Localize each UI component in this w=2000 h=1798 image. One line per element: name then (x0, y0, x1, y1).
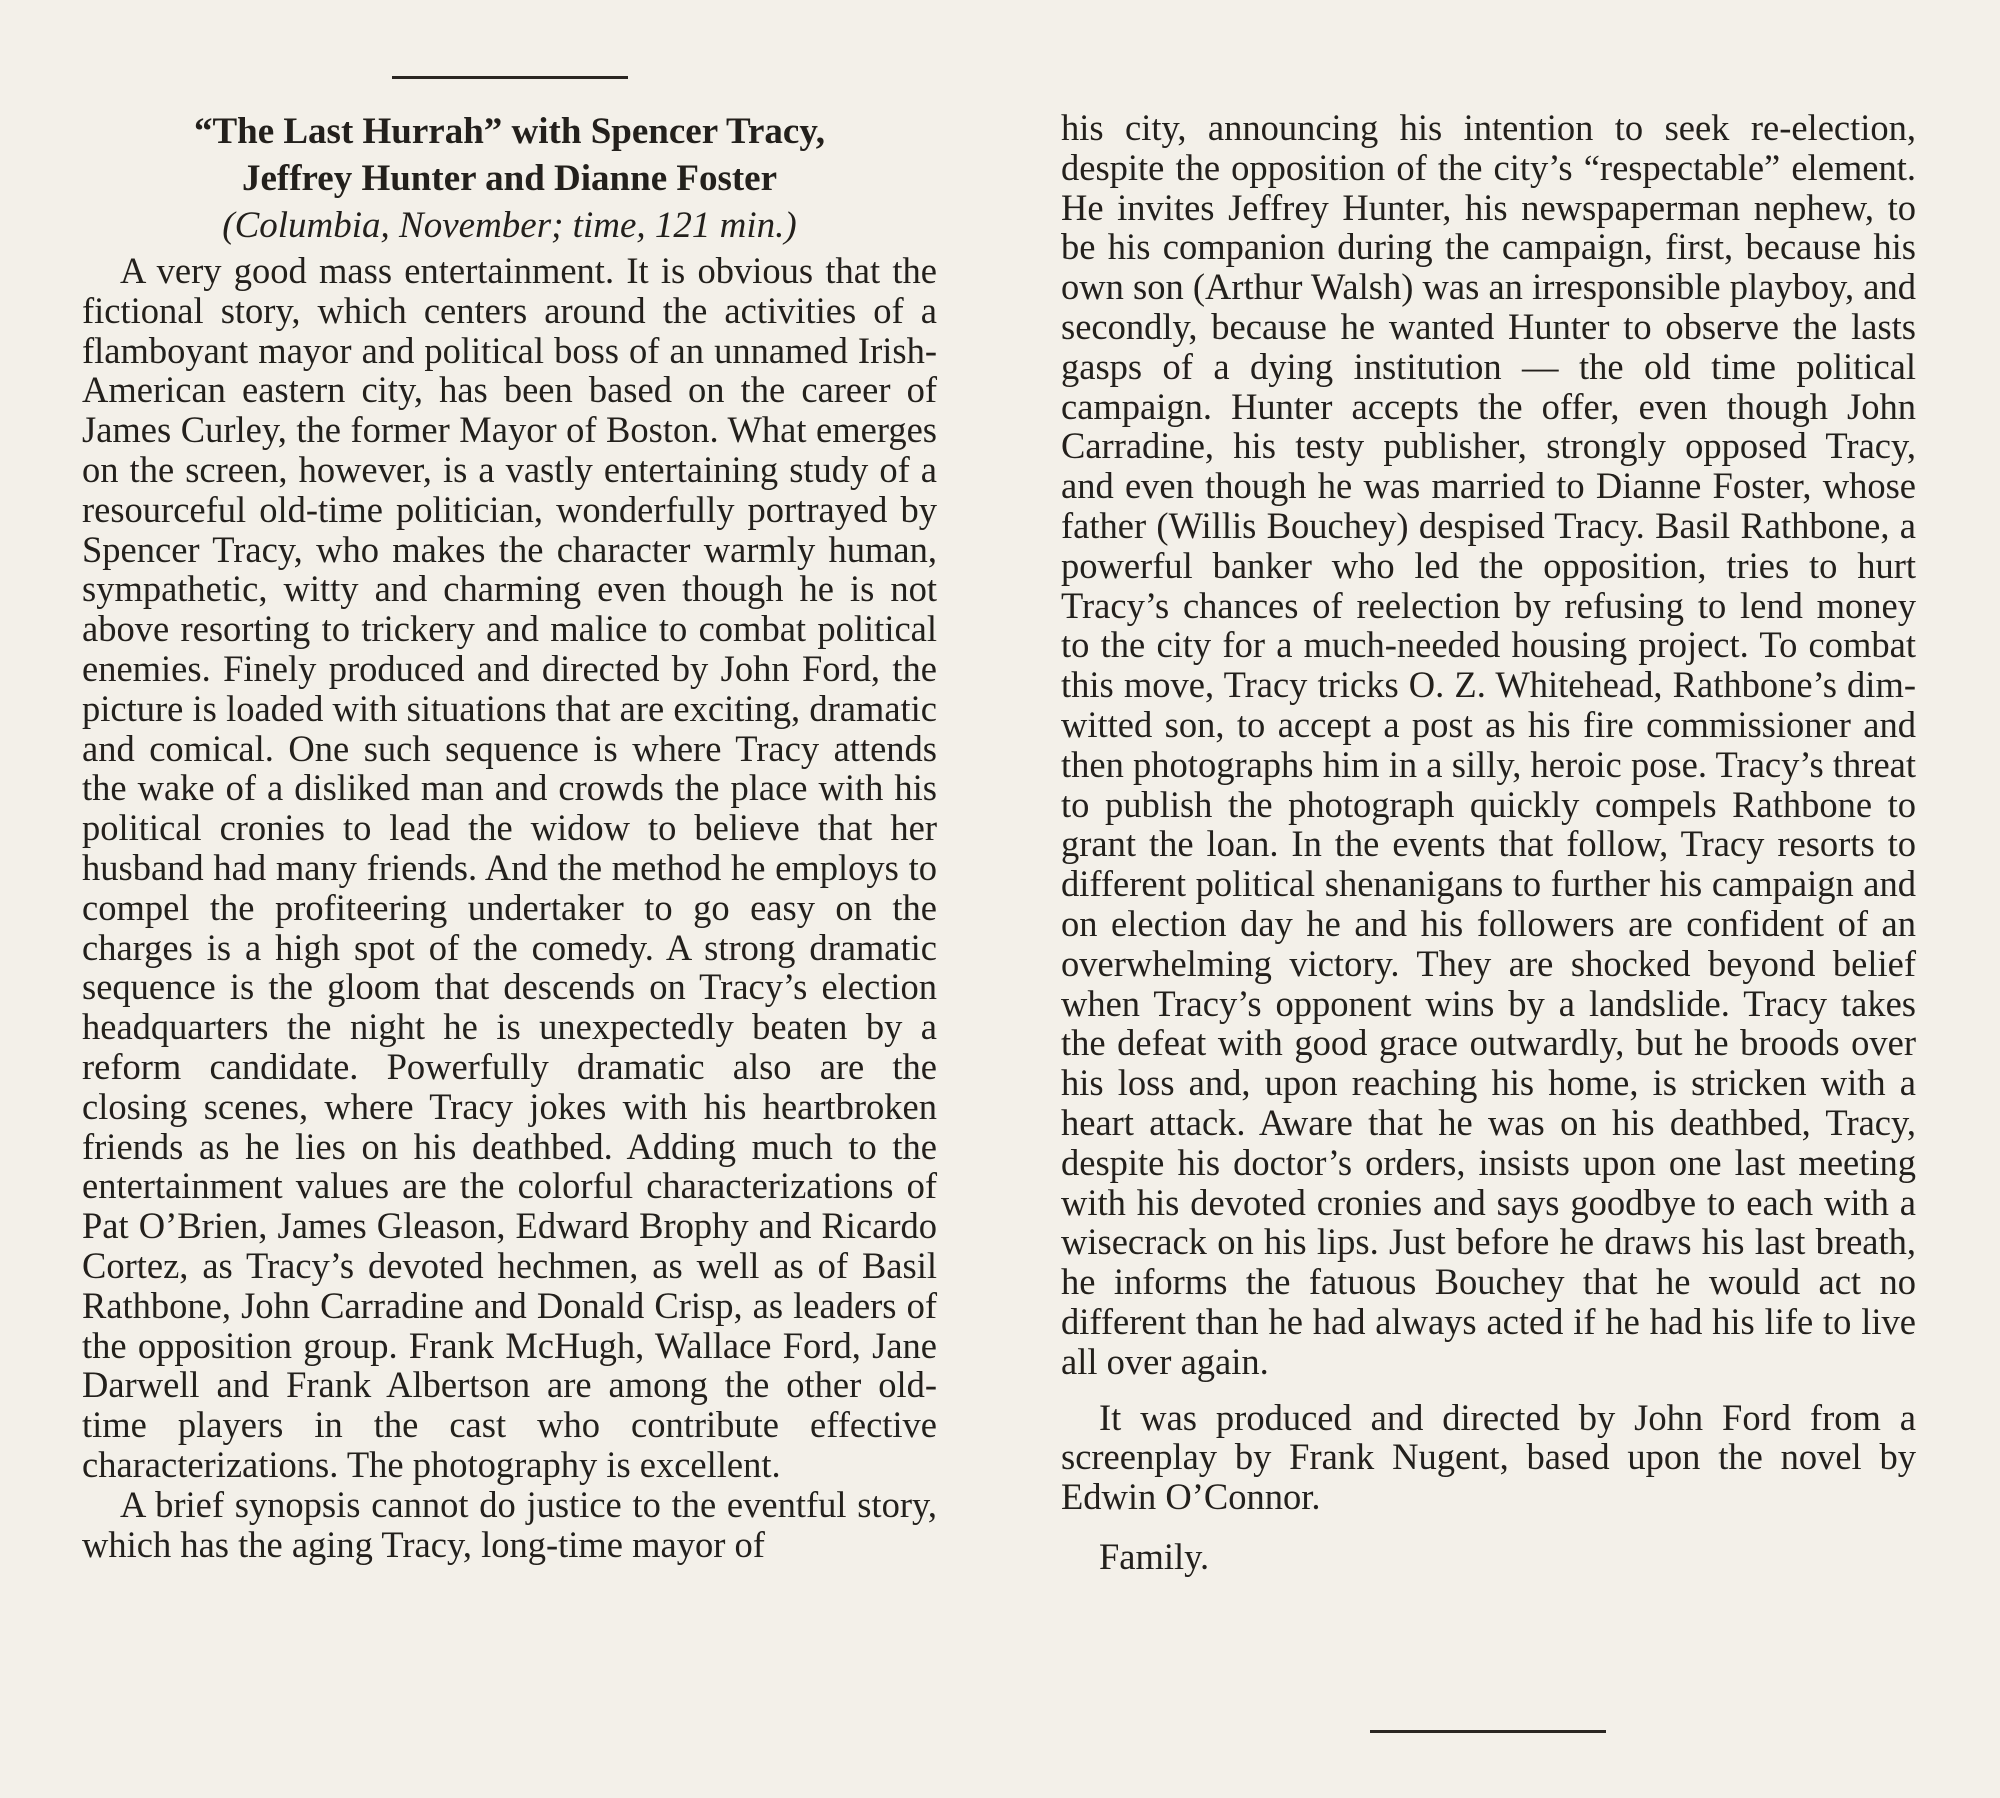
audience-rating: Family. (1099, 1535, 1210, 1577)
top-divider (392, 76, 628, 79)
synopsis-paragraph-start: A brief synopsis cannot do justice to the eventful story, which has the aging Tracy, long-time mayor of (82, 1483, 937, 1565)
review-paragraph: A very good mass entertainment. It is obvious that the fictional story, which centers around the activities of a flamboyant mayor and political boss of an unnamed Irish-American eastern city, has been based on the career of James Curley, the former Mayor of Boston. What emerges on the screen, however, is a vastly entertaining study of a resourceful old-time politician, wonderfully portrayed by Spencer Tracy, who makes the character warmly human, sympathetic, witty and charming even though he is not above resorting to trickery and malice to combat political enemies. Finely produced and directed by John Ford, the picture is loaded with situations that are exciting, dramatic and comical. One such sequence is where Tracy attends the wake of a disliked man and crowds the place with his political cronies to lead the widow to believe that her husband had many friends. And the method he employs to compel the profiteering undertaker to go easy on the charges is a high spot of the comedy. A strong dramatic sequence is the gloom that descends on Tracy’s election headquarters the night he is unexpectedly beaten by a reform candidate. Powerfully dramatic also are the closing scenes, where Tracy jokes with his heartbroken friends as he lies on his deathbed. Adding much to the entertainment values are the colorful characterizations of Pat O’Brien, James Gleason, Edward Brophy and Ricardo Cortez, as Tracy’s devoted hechmen, as well as of Basil Rathbone, John Carradine and Donald Crisp, as leaders of the opposition group. Frank McHugh, Wallace Ford, Jane Darwell and Frank Albertson are among the other old-time players in the cast who contribute effective characterizations. The photography is excellent. (82, 250, 937, 1485)
review-subtitle: (Columbia, November; time, 121 min.) (222, 205, 797, 246)
review-title-line-1: “The Last Hurrah” with Spencer Tracy, (193, 111, 826, 152)
synopsis-paragraph-continued: his city, announcing his intention to seek re-election, despite the opposition of the city’s “respectable” element. He invites Jeffrey Hunter, his newspaperman nephew, to be his companion during the campaign, first, because his own son (Arthur Walsh) was an irresponsible playboy, and secondly, because he wanted Hunter to observe the lasts gasps of a dying institution — the old time political campaign. Hunter accepts the offer, even though John Carradine, his testy publisher, strongly opposed Tracy, and even though he was married to Dianne Foster, whose father (Willis Bouchey) despised Tracy. Basil Rathbone, a powerful banker who led the opposition, tries to hurt Tracy’s chances of reelection by refusing to lend money to the city for a much-needed housing project. To combat this move, Tracy tricks O. Z. Whitehead, Rathbone’s dim-witted son, to accept a post as his fire commissioner and then photographs him in a silly, heroic pose. Tracy’s threat to publish the photograph quickly compels Rathbone to grant the loan. In the events that follow, Tracy resorts to different political shenanigans to further his campaign and on election day he and his followers are confident of an overwhelming victory. They are shocked beyond belief when Tracy’s opponent wins by a landslide. Tracy takes the defeat with good grace outwardly, but he broods over his loss and, upon reaching his home, is stricken with a heart attack. Aware that he was on his deathbed, Tracy, despite his doctor’s orders, insists upon one last meeting with his devoted cronies and says goodbye to each with a wisecrack on his lips. Just before he draws his last breath, he informs the fatuous Bouchey that he would act no different than he had always acted if he had his life to live all over again. (1061, 107, 1916, 1382)
right-column (1061, 108, 1916, 1577)
credits-paragraph: It was produced and directed by John Ford from a screenplay by Frank Nugent, based upon the novel by Edwin O’Connor. (1061, 1396, 1916, 1518)
left-column (82, 108, 937, 1564)
bottom-divider (1370, 1730, 1606, 1733)
review-title-line-2: Jeffrey Hunter and Dianne Foster (241, 158, 778, 199)
